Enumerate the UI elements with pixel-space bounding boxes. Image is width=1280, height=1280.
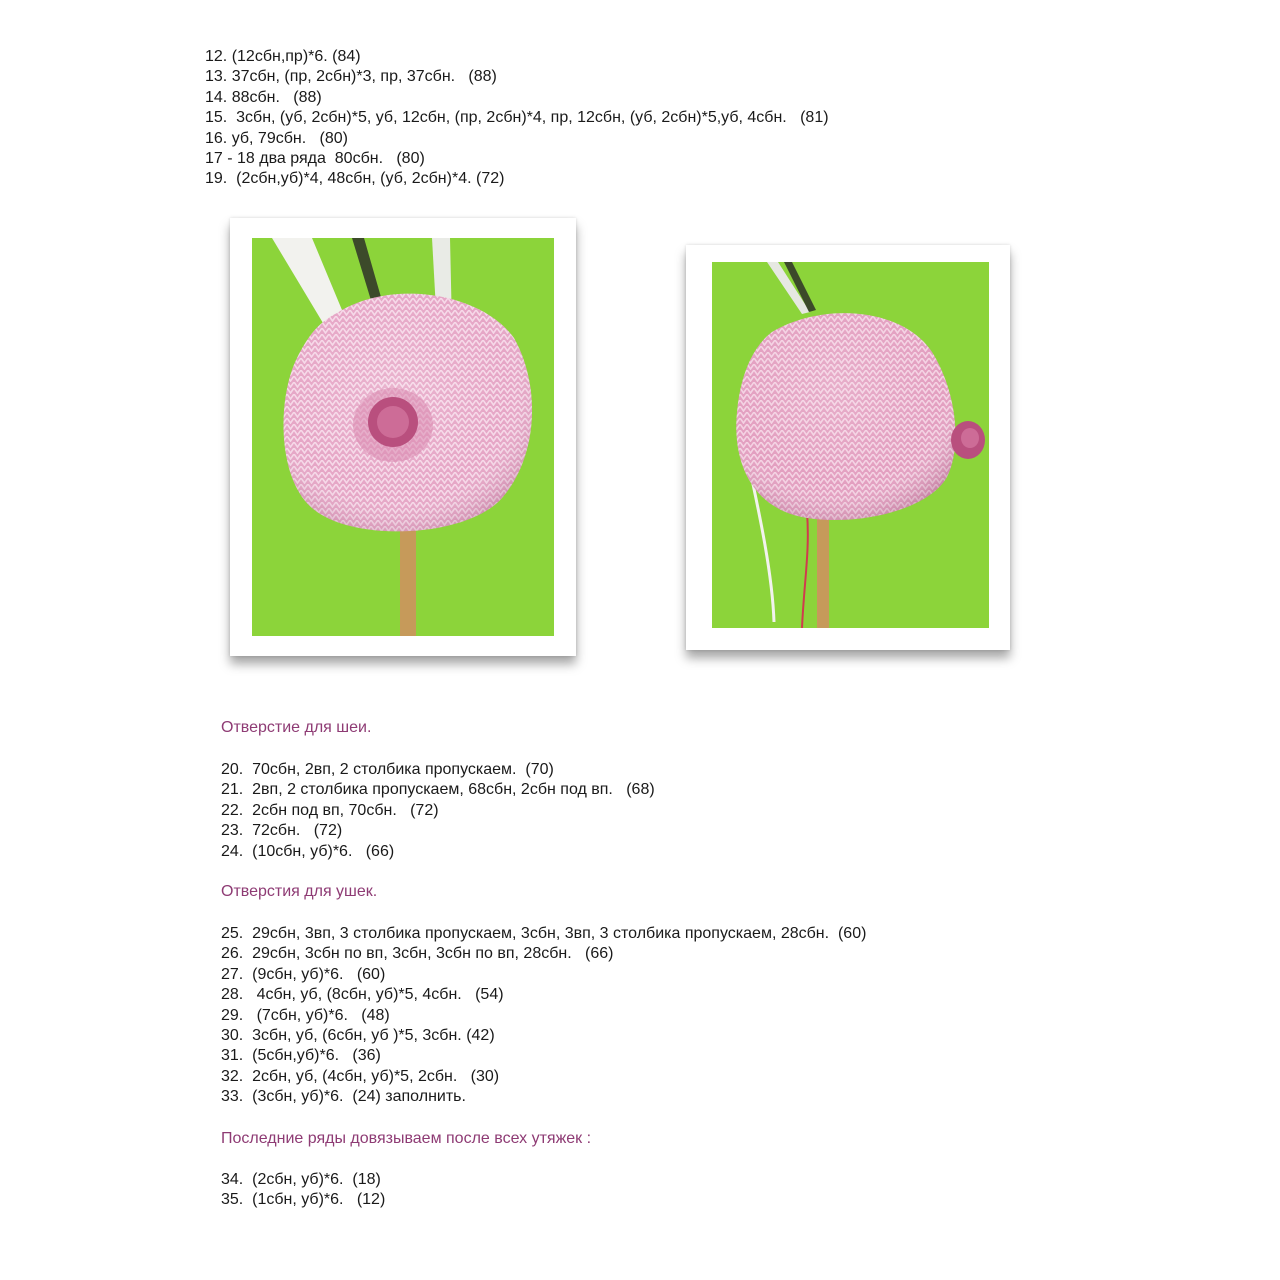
pattern-row: 15. 3сбн, (уб, 2сбн)*5, уб, 12сбн, (пр, 2сбн)*4, пр, 12сбн, (уб, 2сбн)*5,уб, 4сбн. (81) [205, 109, 829, 127]
pattern-row: 28. 4сбн, уб, (8сбн, уб)*5, 4сбн. (54) [221, 986, 504, 1004]
heading-ear-openings: Отверстия для ушек. [221, 883, 378, 900]
heading-neck-opening: Отверстие для шеи. [221, 719, 372, 736]
rows-20-24 [221, 760, 655, 862]
pattern-row: 35. (1сбн, уб)*6. (12) [221, 1191, 386, 1209]
pattern-row: 34. (2сбн, уб)*6. (18) [221, 1171, 381, 1188]
pattern-row: 33. (3сбн, уб)*6. (24) заполнить. [221, 1088, 466, 1106]
rows-34-35 [221, 1170, 385, 1211]
pattern-row: 23. 72сбн. (72) [221, 822, 343, 840]
pattern-row: 12. (12сбн,пр)*6. (84) [205, 48, 361, 65]
photo-front-view [230, 218, 576, 656]
pattern-row: 16. уб, 79сбн. (80) [205, 129, 348, 147]
pattern-row: 32. 2сбн, уб, (4сбн, уб)*5, 2сбн. (30) [221, 1067, 500, 1085]
crochet-head-front-photo [252, 238, 554, 636]
pattern-row: 13. 37сбн, (пр, 2сбн)*3, пр, 37сбн. (88) [205, 68, 497, 86]
pattern-row: 20. 70сбн, 2вп, 2 столбика пропускаем. (70) [221, 761, 554, 778]
pattern-row: 27. (9сбн, уб)*6. (60) [221, 965, 386, 983]
pattern-row: 26. 29сбн, 3сбн по вп, 3сбн, 3сбн по вп, 28сбн. (66) [221, 945, 614, 963]
pattern-row: 25. 29сбн, 3вп, 3 столбика пропускаем, 3сбн, 3вп, 3 столбика пропускаем, 28сбн. (60) [221, 925, 867, 942]
rows-12-19 [205, 47, 829, 190]
pattern-row: 30. 3сбн, уб, (6сбн, уб )*5, 3сбн. (42) [221, 1027, 495, 1045]
photo-side-view [686, 245, 1010, 650]
pattern-row: 31. (5сбн,уб)*6. (36) [221, 1047, 381, 1065]
pattern-row: 22. 2сбн под вп, 70сбн. (72) [221, 801, 439, 819]
rows-25-33 [221, 924, 866, 1108]
pattern-row: 19. (2сбн,уб)*4, 48сбн, (уб, 2сбн)*4. (72) [205, 170, 505, 188]
crochet-head-side-photo [712, 262, 989, 628]
pattern-row: 29. (7сбн, уб)*6. (48) [221, 1006, 390, 1024]
pattern-row: 14. 88сбн. (88) [205, 88, 322, 106]
heading-last-rows: Последние ряды довязываем после всех утяжек : [221, 1130, 592, 1147]
pattern-row: 17 - 18 два ряда 80сбн. (80) [205, 150, 425, 168]
pattern-row: 24. (10сбн, уб)*6. (66) [221, 842, 395, 860]
pattern-row: 21. 2вп, 2 столбика пропускаем, 68сбн, 2сбн под вп. (68) [221, 781, 655, 799]
